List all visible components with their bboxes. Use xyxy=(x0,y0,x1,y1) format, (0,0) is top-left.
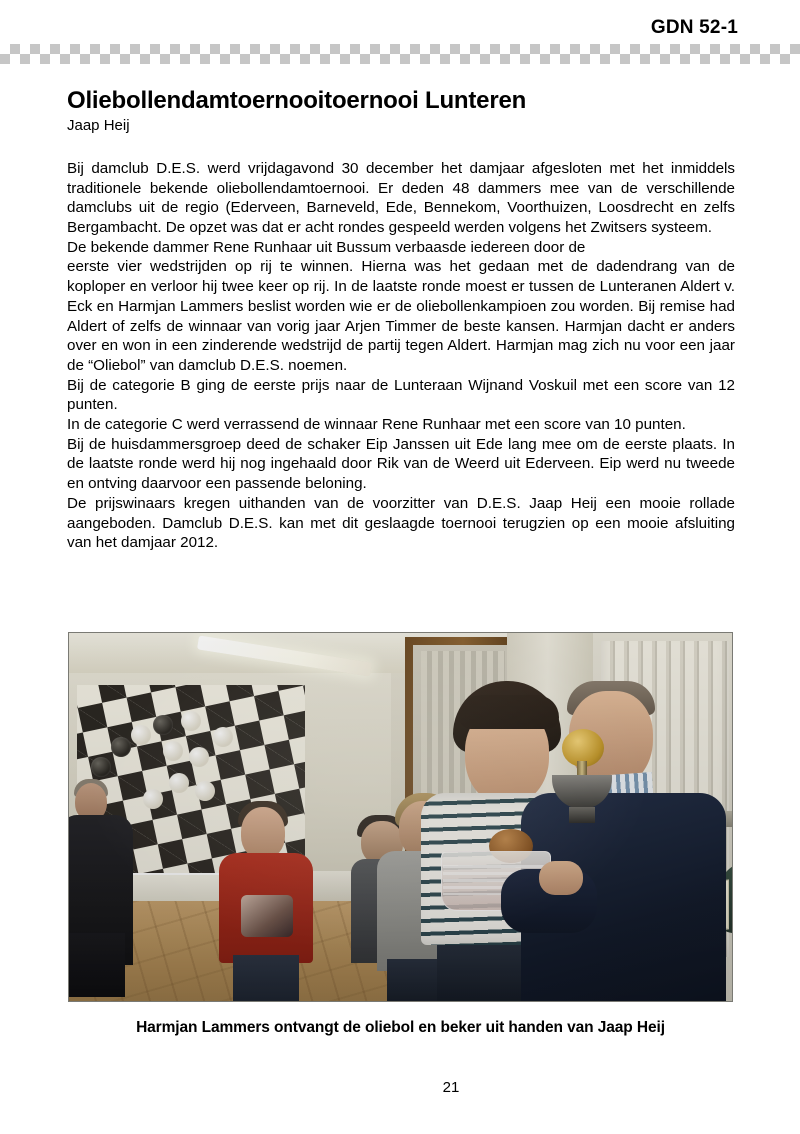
article xyxy=(67,88,735,553)
paragraph-final-round: eerste vier wedstrijden op rij te winnen. Hierna was het gedaan met de dadendrang van de koploper en verloor hij twee keer op rij. In de laatste ronde moest er tussen de Lunteranen Aldert v. Eck en Harmjan Lammers beslist worden wie er de oliebollenkampioen zou worden. Bij remise had Aldert of zelfs de winnaar van vorig jaar Arjen Timmer de beste kansen. Harmjan dacht er anders over en won in een zinderende wedstrijd de partij tegen Aldert. Harmjan mag zich nu voor een jaar de “Oliebol” van damclub D.E.S. noemen. xyxy=(67,258,735,374)
article-title: Oliebollendamtoernooitoernooi Lunteren xyxy=(67,87,527,114)
paragraph-huisdammers: Bij de huisdammersgroep deed de schaker Eip Janssen uit Ede lang mee om de eerste plaats. In de laatste ronde werd hij nog ingehaald door Rik van de Weerd uit Ederveen. Eip werd nu tweede en ontving daarvoor een passende beloning. xyxy=(67,435,735,493)
page-number: 21 xyxy=(442,1079,460,1096)
page-header xyxy=(0,0,800,62)
paragraph-categorie-b: Bij de categorie B ging de eerste prijs naar de Lunteraan Wijnand Voskuil met een score van 12 punten. xyxy=(67,376,735,414)
article-author: Jaap Heij xyxy=(67,116,130,134)
page-footer xyxy=(0,1079,800,1096)
photo-image xyxy=(68,632,733,1002)
issue-label: GDN 52-1 xyxy=(650,17,738,38)
article-body xyxy=(67,159,735,553)
photo-scene xyxy=(69,633,732,1001)
paragraph-prijswinnaars: De prijswinaars kregen uithanden van de voorzitter van D.E.S. Jaap Heij een mooie rollade aangeboden. Damclub D.E.S. kan met dit geslaagde toernooi terugzien op een mooie afsluiting van het damjaar 2012. xyxy=(67,494,735,552)
photo-caption: Harmjan Lammers ontvangt de oliebol en beker uit handen van Jaap Heij xyxy=(136,1019,665,1036)
paragraph-categorie-c: In de categorie C werd verrassend de winnaar Rene Runhaar met een score van 10 punten. xyxy=(67,416,686,434)
paragraph-runhaar-lead: De bekende dammer Rene Runhaar uit Bussum verbaasde iedereen door de xyxy=(67,238,586,256)
checkerboard-rule-icon xyxy=(0,44,800,64)
paragraph-intro: Bij damclub D.E.S. werd vrijdagavond 30 december het damjaar afgesloten met het inmiddels traditionele bekende oliebollendamtoernooi. Er deden 48 dammers mee van de verschillende damclubs uit de regio (Ederveen, Barneveld, Ede, Bennekom, Voorthuizen, Loosdrecht en zelfs Bergambacht. De opzet was dat er acht rondes gespeeld werden volgens het Zwitsers systeem. xyxy=(67,159,735,236)
photo-figure xyxy=(68,632,733,1037)
